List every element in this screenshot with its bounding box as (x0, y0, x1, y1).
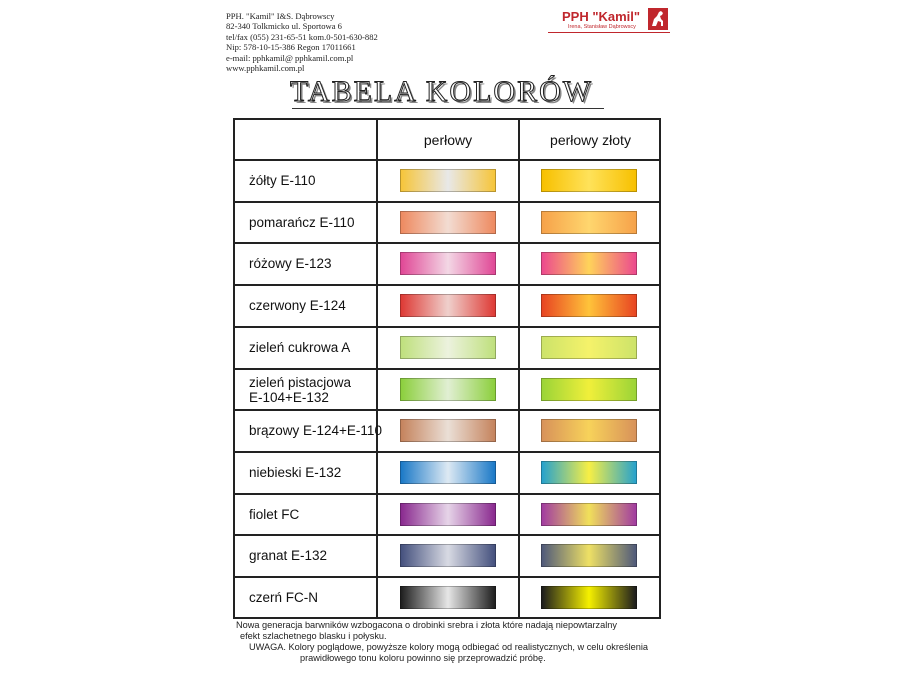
color-name-label: pomarańcz E-110 (249, 214, 355, 230)
row-divider (235, 159, 659, 161)
header-pearl: perłowy (423, 132, 473, 148)
brand-divider (548, 32, 670, 33)
pearl-gold-color-swatch (541, 461, 637, 484)
pearl-color-swatch (400, 503, 496, 526)
row-divider (235, 493, 659, 495)
title-underline (292, 108, 604, 109)
color-name-label: fiolet FC (249, 506, 300, 522)
row-divider (235, 326, 659, 328)
row-divider (235, 534, 659, 536)
pearl-gold-color-swatch (541, 336, 637, 359)
color-name-label: granat E-132 (249, 548, 328, 564)
company-name: PPH. "Kamil" I&S. Dąbrowscy (226, 11, 335, 21)
pearl-gold-color-swatch (541, 211, 637, 234)
company-address: 82-340 Tolkmicko ul. Sportowa 6 (226, 21, 342, 32)
color-name-label: różowy E-123 (249, 256, 332, 272)
notes-line: efekt szlachetnego blasku i połysku. (240, 631, 387, 641)
pearl-color-swatch (400, 211, 496, 234)
pearl-color-swatch (400, 586, 496, 609)
pearl-gold-color-swatch (541, 169, 637, 192)
pearl-gold-color-swatch (541, 503, 637, 526)
page-title-block (290, 74, 610, 110)
pearl-gold-color-swatch (541, 419, 637, 442)
brand-subtitle: Irena, Stanisław Dąbrowscy (568, 24, 636, 30)
row-divider (235, 409, 659, 411)
color-name-label: czerwony E-124 (249, 298, 346, 314)
pearl-gold-color-swatch (541, 294, 637, 317)
notes-line: prawidłowego tonu koloru powinno się przeprowadzić próbę. (300, 653, 546, 663)
row-divider (235, 576, 659, 578)
pearl-color-swatch (400, 544, 496, 567)
pearl-color-swatch (400, 461, 496, 484)
pearl-gold-color-swatch (541, 252, 637, 275)
row-divider (235, 451, 659, 453)
company-email: e-mail: pphkamil@ pphkamil.com.pl (226, 52, 354, 63)
color-name-label: żółty E-110 (249, 173, 316, 188)
pearl-gold-color-swatch (541, 378, 637, 401)
row-divider (235, 284, 659, 286)
pearl-color-swatch (400, 294, 496, 317)
pearl-gold-color-swatch (541, 586, 637, 609)
horse-logo-icon (648, 8, 668, 30)
notes (236, 620, 648, 664)
color-name-label: czerń FC-N (249, 590, 319, 605)
company-nip-regon: Nip: 578-10-15-386 Regon 17011661 (226, 42, 356, 53)
color-name-label: zieleń cukrowa A (249, 339, 351, 355)
row-divider (235, 201, 659, 203)
page-title: TABELA KOLORÓW (290, 75, 594, 108)
pearl-color-swatch (400, 252, 496, 275)
pearl-gold-color-swatch (541, 544, 637, 567)
brand-header (548, 8, 670, 34)
pearl-color-swatch (400, 378, 496, 401)
color-name-label: niebieski E-132 (249, 464, 342, 480)
company-website: www.pphkamil.com.pl (226, 63, 305, 74)
pearl-color-swatch (400, 419, 496, 442)
color-name-label: zieleń pistacjowa E-104+E-132 (249, 374, 352, 405)
brand-name: PPH "Kamil" (562, 9, 641, 24)
color-table (233, 118, 661, 619)
notes-line: Nowa generacja barwników wzbogacona o drobinki srebra i złota które nadają niepowtarzalny (236, 620, 617, 630)
header-pearl-gold: perłowy złoty (550, 132, 631, 148)
row-divider (235, 242, 659, 244)
pearl-color-swatch (400, 169, 496, 192)
notes-warning: UWAGA. Kolory poglądowe, powyższe kolory mogą odbiegać od realistycznych, w celu określenia (249, 642, 648, 652)
company-phone: tel/fax (055) 231-65-51 kom.0-501-630-882 (226, 31, 378, 42)
company-address-block (226, 11, 378, 73)
pearl-color-swatch (400, 336, 496, 359)
row-divider (235, 368, 659, 370)
color-name-label: brązowy E-124+E-110 (249, 423, 382, 439)
